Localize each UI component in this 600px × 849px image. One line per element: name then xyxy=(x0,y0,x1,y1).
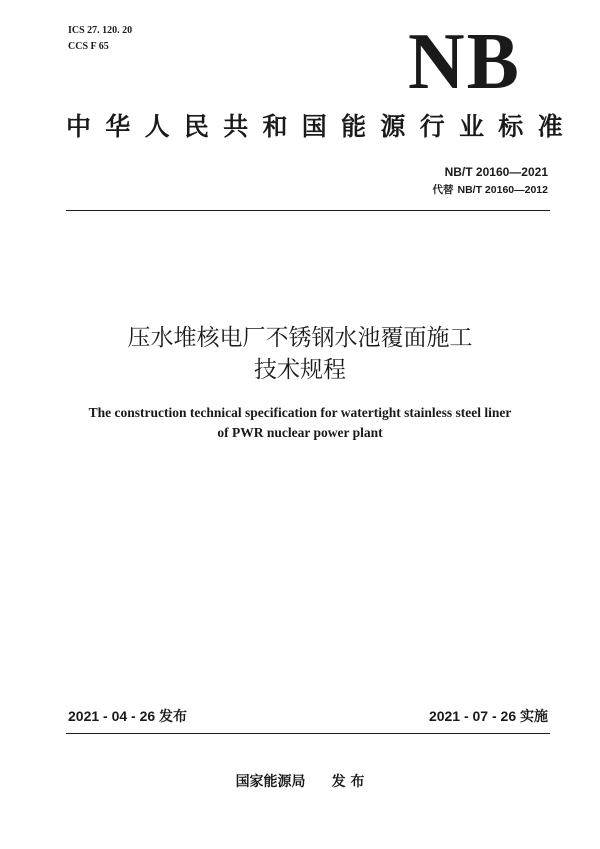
standard-category: 中华人民共和国能源行业标准 xyxy=(66,112,577,141)
top-divider xyxy=(66,210,550,211)
implementation-date: 2021 - 07 - 26 实施 xyxy=(428,708,548,724)
replaces-line xyxy=(433,183,548,197)
issuer-name: 国家能源局 xyxy=(235,774,306,790)
ccs-code: CCS F 65 xyxy=(68,41,109,52)
issuer-action: 发 布 xyxy=(331,774,365,790)
issue-date: 2021 - 04 - 26 发布 xyxy=(68,708,188,724)
bottom-divider xyxy=(66,733,550,734)
title-cn-line1: 压水堆核电厂不锈钢水池覆面施工 xyxy=(127,325,473,351)
title-cn-line2: 技术规程 xyxy=(254,357,346,383)
title-en-line2: of PWR nuclear power plant xyxy=(217,425,383,440)
issuer xyxy=(0,772,600,792)
standard-number: NB/T 20160—2021 xyxy=(444,165,548,179)
title-en-line1: The construction technical specification for watertight stainless steel liner xyxy=(88,405,512,420)
ics-code: ICS 27. 120. 20 xyxy=(68,25,133,36)
replaces-label: 代替 xyxy=(432,184,454,196)
nb-logo: NB xyxy=(408,18,521,106)
replaces-number: NB/T 20160—2012 xyxy=(457,184,548,196)
